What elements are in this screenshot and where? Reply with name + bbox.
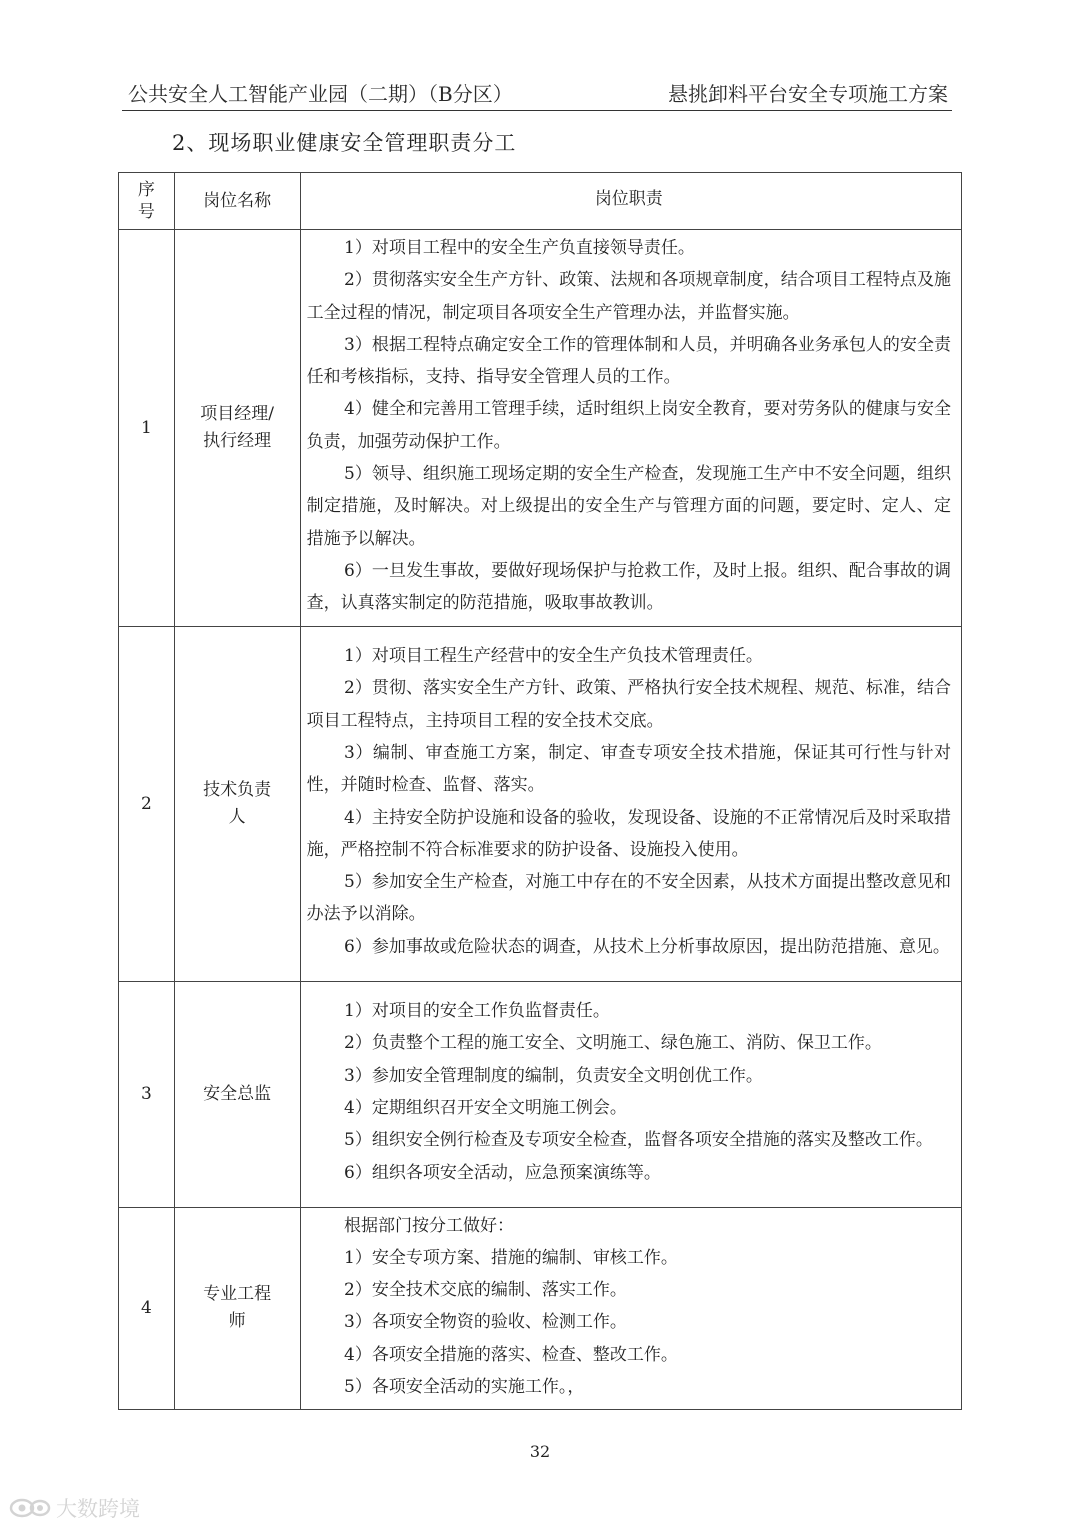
row-number: 4 [119,1207,175,1410]
duty-cell [300,626,961,981]
duty-line: 5）各项安全活动的实施工作。， [344,1377,585,1398]
duty-line: 5）参加安全生产检查，对施工中存在的不安全因素，从技术方面提出整改意见和办法予以消除。 [306,872,951,925]
table-header-row [119,173,962,230]
duty-line: 根据部门按分工做好： [344,1215,515,1236]
position-name [174,230,300,627]
page-number: 32 [529,1442,551,1461]
row-number: 1 [119,230,175,627]
duty-line: 2）贯彻落实安全生产方针、政策、法规和各项规章制度，结合项目工程特点及施工全过程的情况，制定项目各项安全生产管理办法，并监督实施。 [306,270,951,323]
duty-line: 6）一旦发生事故，要做好现场保护与抢救工作，及时上报。组织、配合事故的调查，认真落实制定的防范措施，吸取事故教训。 [306,560,951,614]
position-name-text: 项目经理/执行经理 [200,403,275,451]
eye-logo-icon [8,1496,52,1520]
duty-line: 4）定期组织召开安全文明施工例会。 [344,1098,627,1119]
duty-line: 4）各项安全措施的落实、检查、整改工作。 [344,1344,678,1365]
duty-line: 1）对项目工程中的安全生产负直接领导责任。 [344,238,695,258]
duty-line: 3）参加安全管理制度的编制，负责安全文明创优工作。 [344,1065,763,1086]
duty-line: 2）贯彻、落实安全生产方针、政策、严格执行安全技术规程、规范、标准，结合项目工程特点，主持项目工程的安全技术交底。 [306,678,951,731]
duty-cell [300,1207,961,1410]
position-name [174,1207,300,1410]
header-divider [122,110,952,111]
duty-cell [300,230,961,627]
duty-table [118,172,962,1410]
table-row [119,230,962,627]
watermark-text: 大数跨境 [56,1497,140,1521]
table-row [119,626,962,981]
header-cell-duty: 岗位职责 [300,173,961,230]
position-name: 安全总监 [174,981,300,1207]
watermark [8,1493,140,1523]
row-number: 2 [119,626,175,981]
duty-line: 1）对项目工程生产经营中的安全生产负技术管理责任。 [344,646,763,667]
duty-line: 2）负责整个工程的施工安全、文明施工、绿色施工、消防、保卫工作。 [344,1033,882,1054]
duty-line: 4）主持安全防护设施和设备的验收，发现设备、设施的不正常情况后及时采取措施，严格控制不符合标准要求的防护设备、设施投入使用。 [306,807,951,860]
duty-cell [300,981,961,1207]
duty-line: 6）参加事故或危险状态的调查，从技术上分析事故原因，提出防范措施、意见。 [344,936,950,957]
duty-line: 6）组织各项安全活动，应急预案演练等。 [344,1162,661,1183]
duty-line: 3）编制、审查施工方案，制定、审查专项安全技术措施，保证其可行性与针对性，并随时检查、监督、落实。 [306,742,951,796]
duty-line: 4）健全和完善用工管理手续，适时组织上岗安全教育，要对劳务队的健康与安全负责，加强劳动保护工作。 [306,399,951,452]
header-project-name: 公共安全人工智能产业园（二期）（B分区） [128,82,513,106]
position-name [174,626,300,981]
duty-line: 1）安全专项方案、措施的编制、审核工作。 [344,1247,678,1268]
page-header [122,80,948,110]
duty-line: 3）各项安全物资的验收、检测工作。 [344,1312,627,1333]
position-name-text: 专业工程师 [203,1284,272,1332]
header-cell-name: 岗位名称 [174,173,300,230]
header-no-text: 序号 [137,180,155,222]
section-title: 2、现场职业健康安全管理职责分工 [172,131,517,155]
table-row [119,981,962,1207]
duty-line: 5）组织安全例行检查及专项安全检查，监督各项安全措施的落实及整改工作。 [344,1130,933,1151]
position-name-text: 技术负责人 [203,779,272,827]
header-document-title: 悬挑卸料平台安全专项施工方案 [668,82,948,106]
duty-line: 3）根据工程特点确定安全工作的管理体制和人员，并明确各业务承包人的安全责任和考核指标，支持、指导安全管理人员的工作。 [306,334,951,388]
duty-line: 5）领导、组织施工现场定期的安全生产检查，发现施工生产中不安全问题，组织制定措施，及时解决。对上级提出的安全生产与管理方面的问题，要定时、定人、定措施予以解决。 [306,464,951,549]
row-number: 3 [119,981,175,1207]
duty-line: 2）安全技术交底的编制、落实工作。 [344,1280,627,1301]
duty-line: 1）对项目的安全工作负监督责任。 [344,1001,610,1022]
header-cell-no [119,173,175,230]
table-row [119,1207,962,1410]
